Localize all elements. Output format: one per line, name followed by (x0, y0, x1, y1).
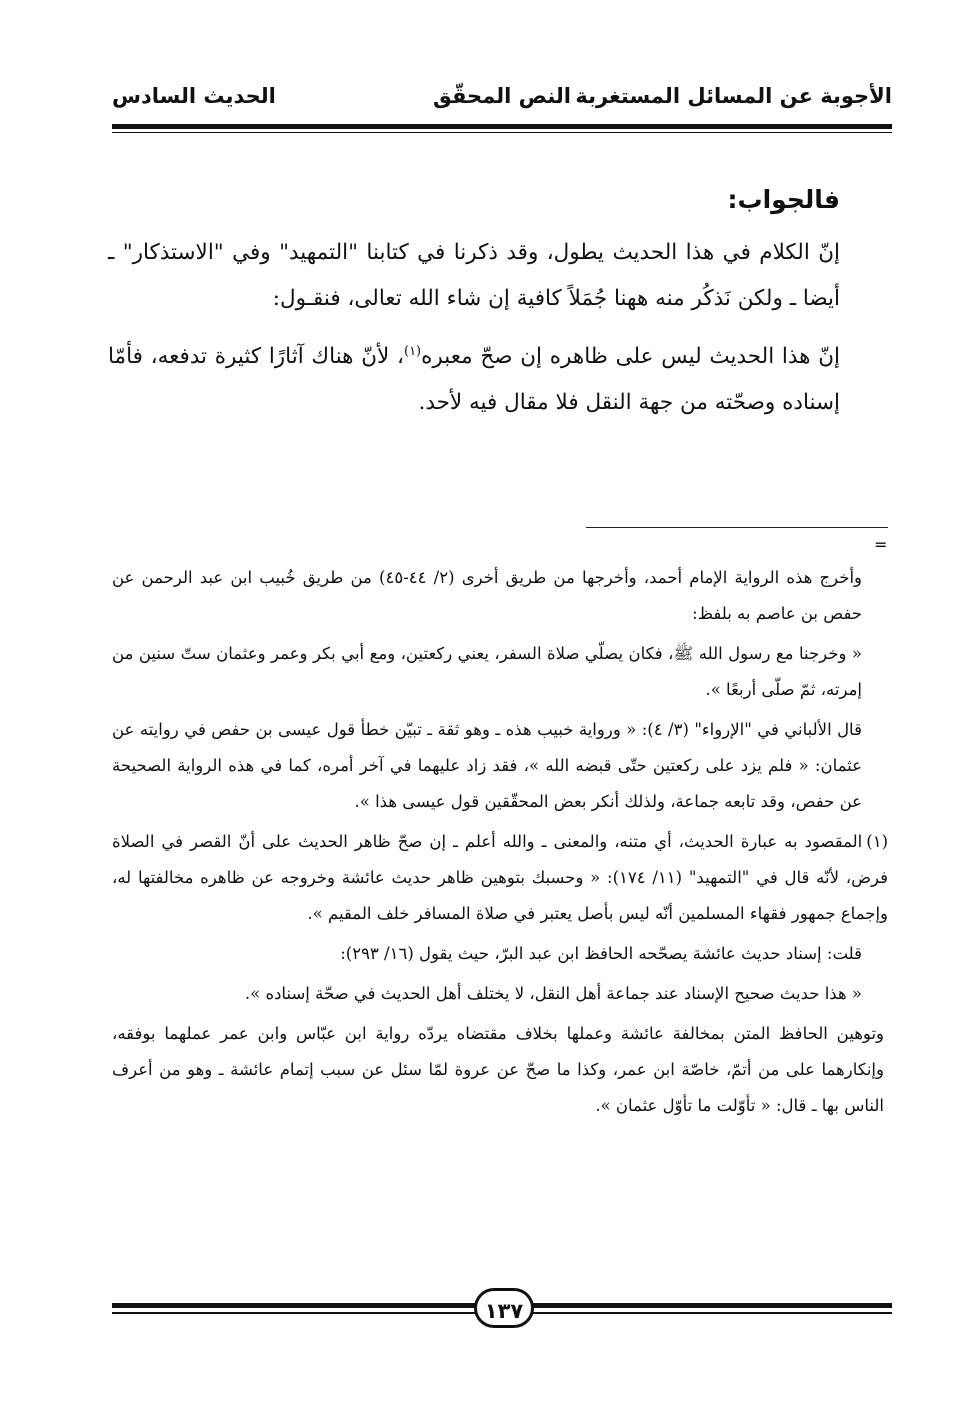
running-header (112, 78, 892, 118)
footnote-1-number: (١) (866, 832, 888, 851)
footnote-1-commentary: وتوهين الحافظ المتن بمخالفة عائشة وعملها بخلاف مقتضاه يردّه رواية ابن عبّاس وابن عمر عملهما بوفقه، وإنكارهما على من أتمّ، خاصّة ابن عمر، وكذا ما صحّ عن عروة لمّا سئل عن سبب إتمام عائشة ـ وهو من أعرف الناس بها ـ قال: « تأوّلت ما تأوّل عثمان ». (112, 1024, 884, 1115)
header-rule-thin (112, 132, 892, 133)
book-title: الأجوبة عن المسائل المستغربة (575, 84, 892, 108)
main-text (108, 180, 840, 438)
footnote-continued-2: « وخرجنا مع رسول الله ﷺ، فكان يصلّي صلاة السفر، يعني ركعتين، ومع أبي بكر وعمر وعثمان ستّ سنين من إمرته، ثمّ صلّى أربعًا ». (112, 644, 862, 699)
footnote-1 (112, 824, 888, 932)
footnote-continuation-mark: = (874, 535, 888, 554)
page-number: ١٣٧ (474, 1288, 534, 1328)
main-paragraph-2-start: إنّ هذا الحديث ليس على ظاهره إن صحّ معبره (421, 344, 840, 369)
main-paragraph-2-end: ، لأنّ هناك آثارًا كثيرة تدفعه، فأمّا إسناده وصحّته من جهة النقل فلا مقال فيه لأحد. (108, 344, 840, 415)
footnote-1-quote-intro: قلت: إسناد حديث عائشة يصحّحه الحافظ ابن عبد البرّ، حيث يقول (١٦/ ٢٩٣): (340, 944, 862, 963)
footnote-reference: (١) (403, 343, 422, 359)
section-title: النص المحقّق (433, 84, 571, 108)
footnote-separator (586, 527, 888, 528)
footnote-1-quote: « هذا حديث صحيح الإسناد عند جماعة أهل النقل، لا يختلف أهل الحديث في صحّة إسناده ». (244, 984, 862, 1003)
answer-heading: فالجواب: (727, 185, 840, 214)
footnote-1-text: المقصود به عبارة الحديث، أي متنه، والمعنى ـ والله أعلم ـ إن صحّ ظاهر الحديث على أنّ القصر في الصلاة فرض، لأنّه قال في "التمهيد" (١١/ ١٧٤): « وحسبك بتوهين ظاهر حديث عائشة وخروجه عن ظاهره مخالفتها له، وإجماع جمهور فقهاء المسلمين أنّه ليس بأصل يعتبر في صلاة المسافر خلف المقيم ». (112, 832, 889, 923)
chapter-title: الحديث السادس (112, 84, 276, 108)
footnote-continued-3: قال الألباني في "الإرواء" (٣/ ٤): « ورواية خبيب هذه ـ وهو ثقة ـ تبيّن خطأ قول عيسى بن حفص في روايته عن عثمان: « فلم يزد على ركعتين حتّى قبضه الله »، فقد زاد عليهما في آخر أمره، كما في هذه الرواية الصحيحة عن حفص، وقد تابعه جماعة، ولذلك أنكر بعض المحقّقين قول عيسى هذا ». (112, 720, 862, 811)
header-rule-thick (112, 124, 892, 129)
main-paragraph-2 (108, 334, 840, 426)
main-paragraph-1: إنّ الكلام في هذا الحديث يطول، وقد ذكرنا في كتابنا "التمهيد" وفي "الاستذكار" ـ أيضا ـ ولكن نَذكُر منه ههنا جُمَلاً كافية إن شاء الله تعالى، فنقـول: (108, 240, 840, 311)
footnote-continued-1: وأخرج هذه الرواية الإمام أحمد، وأخرجها من طريق أخرى (٢/ ٤٤-٤٥) من طريق خُبيب ابن عبد الرحمن عن حفص بن عاصم به بلفظ: (112, 568, 862, 623)
footnotes (112, 560, 889, 1124)
